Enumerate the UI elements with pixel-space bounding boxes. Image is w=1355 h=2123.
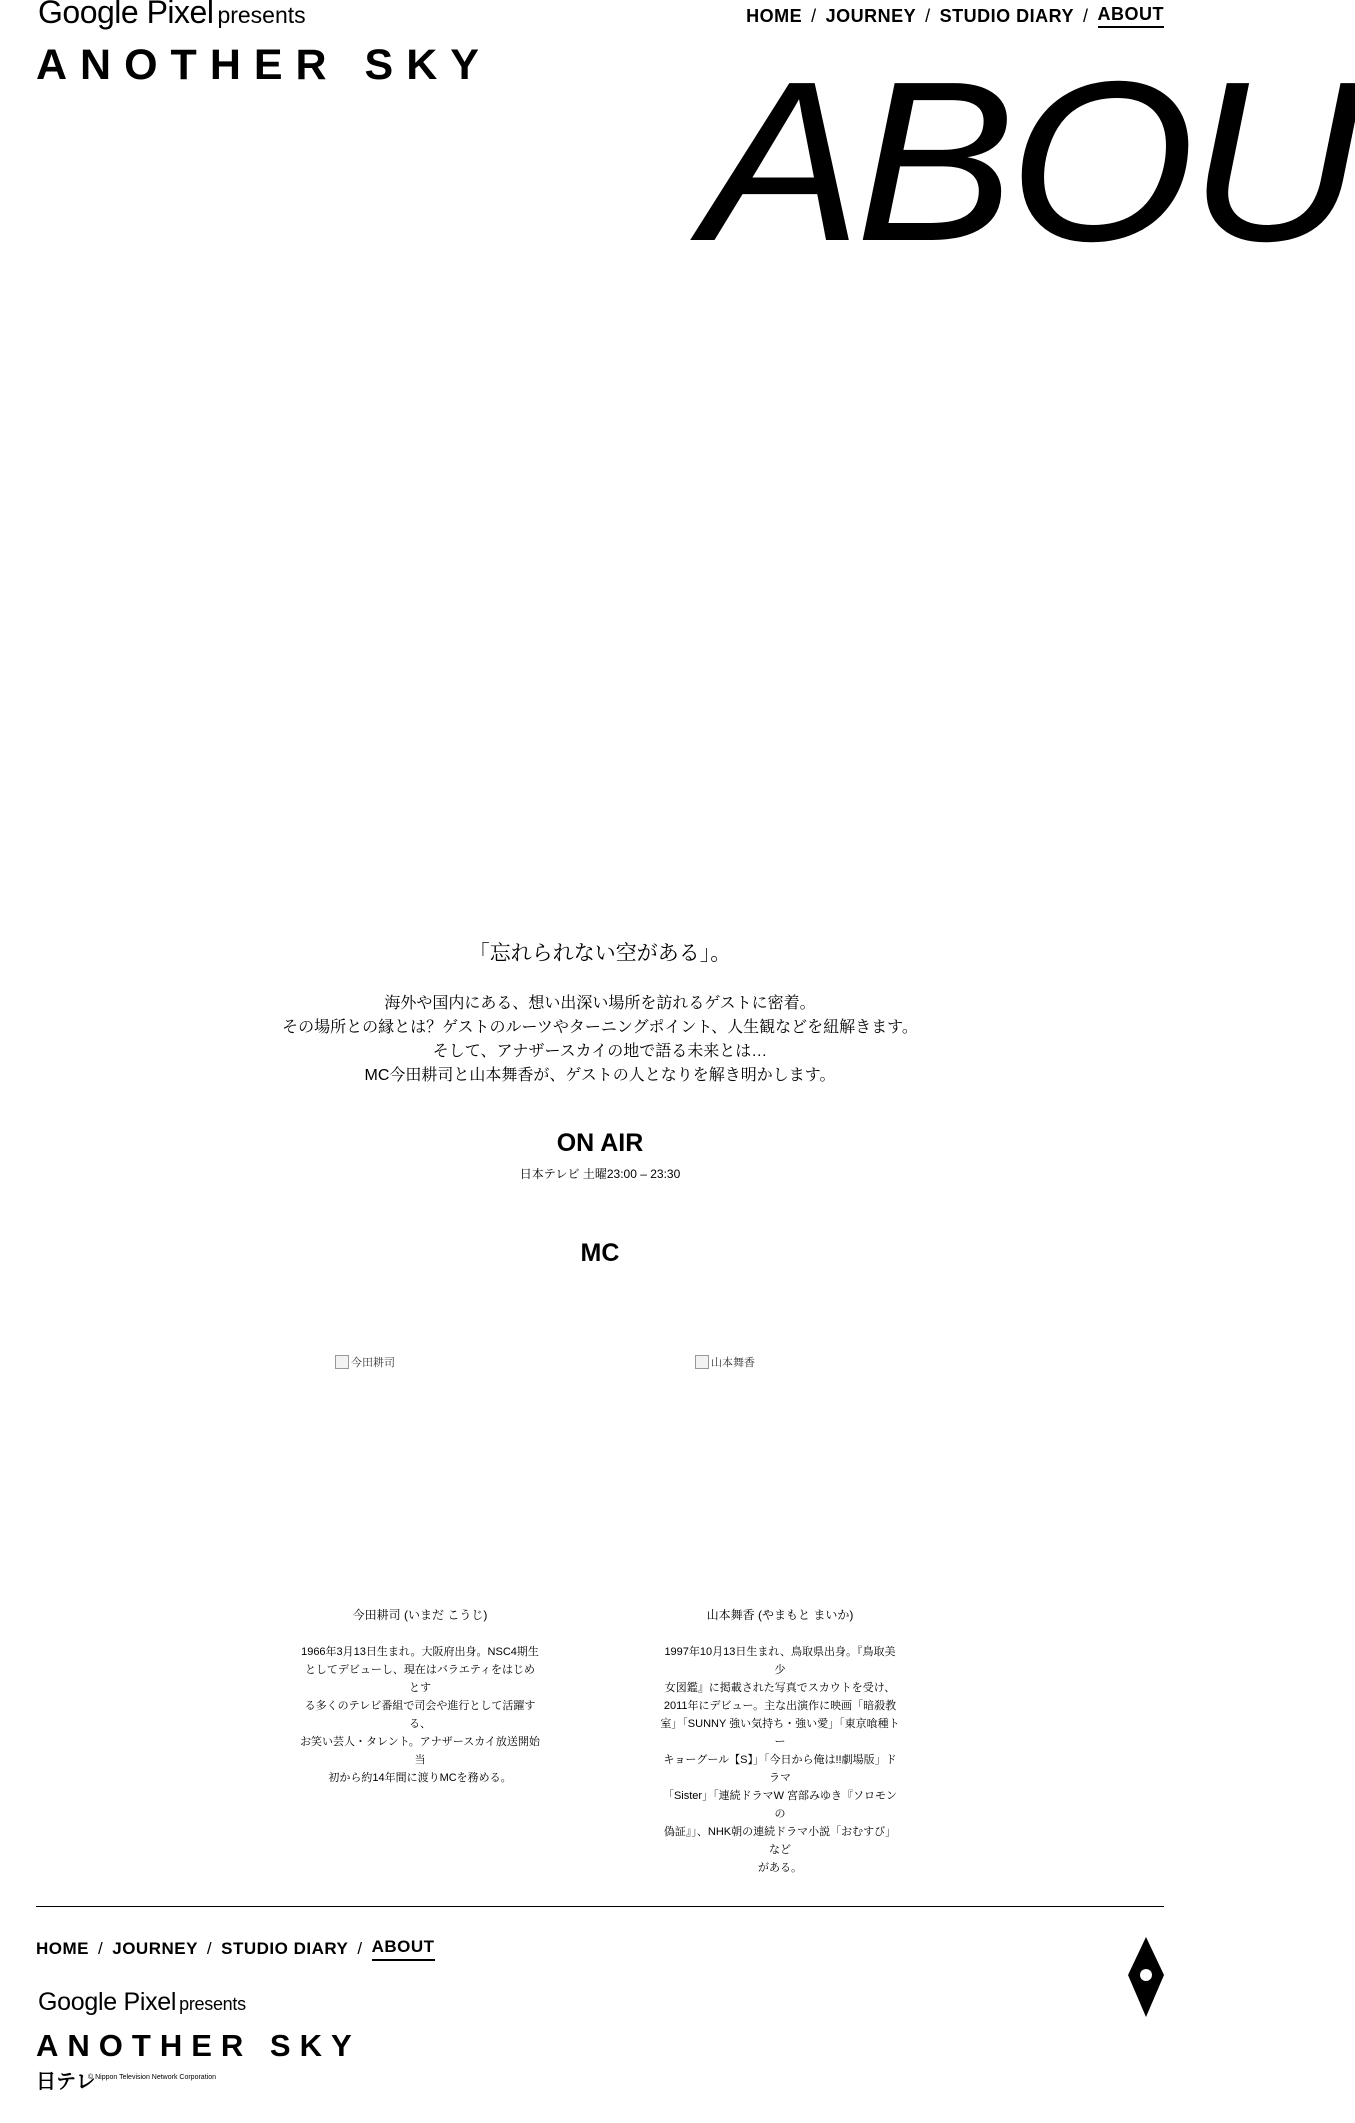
footer-nav-home[interactable]: HOME <box>36 1938 89 1958</box>
site-title[interactable]: ANOTHER SKY <box>36 41 492 89</box>
mc-name: 今田耕司 (いまだ こうじ) <box>352 1608 488 1622</box>
footer-nav-studio-diary[interactable]: STUDIO DIARY <box>221 1938 349 1958</box>
nav-about[interactable]: ABOUT <box>1098 3 1165 28</box>
brand-google-pixel: Google Pixel <box>38 1988 177 2016</box>
description-line: MC今田耕司と山本舞香が、ゲストの人となりを解き明かします。 <box>364 1067 836 1084</box>
nav-separator: / <box>98 1938 104 1958</box>
program-description <box>0 992 1200 1088</box>
ntv-logo[interactable]: 日テレ <box>36 2071 96 2093</box>
nav-studio-diary[interactable]: STUDIO DIARY <box>939 5 1074 26</box>
mc-card-imada <box>290 1354 550 1784</box>
mc-photo <box>335 1354 395 1370</box>
location-pin-icon <box>1128 1937 1164 2017</box>
footer-brand-logo[interactable] <box>38 1990 246 2015</box>
bio-line: 1966年3月13日生まれ。大阪府出身。NSC4期生 <box>301 1646 539 1658</box>
mc-photo-alt: 山本舞香 <box>711 1357 755 1369</box>
mc-bio <box>300 1643 540 1787</box>
footer-site-title[interactable]: ANOTHER SKY <box>36 2028 361 2063</box>
broken-image-icon <box>335 1355 349 1369</box>
bio-line: としてデビューし、現在はバラエティをはじめとす <box>304 1664 536 1694</box>
description-line: そして、アナザースカイの地で語る未来とは… <box>432 1043 768 1060</box>
bio-line: 「Sister」「連続ドラマW 宮部みゆき『ソロモンの <box>662 1790 898 1820</box>
mc-bio <box>660 1643 900 1877</box>
nav-separator: / <box>1082 5 1089 26</box>
brand-presents: presents <box>179 1994 246 2014</box>
footer-nav-journey[interactable]: JOURNEY <box>112 1938 198 1958</box>
nav-separator: / <box>206 1938 213 1958</box>
main-nav <box>746 3 1164 28</box>
nav-separator: / <box>811 5 817 26</box>
footer-divider <box>36 1906 1164 1907</box>
bio-line: る多くのテレビ番組で司会や進行として活躍する、 <box>304 1700 536 1730</box>
bio-line: 2011年にデビュー。主な出演作に映画「暗殺教 <box>663 1700 897 1712</box>
brand-google-pixel: Google Pixel <box>38 0 214 30</box>
footer-nav <box>36 1936 435 1961</box>
footer-nav-about[interactable]: ABOUT <box>372 1936 435 1961</box>
nav-journey[interactable]: JOURNEY <box>825 5 917 26</box>
bio-line: お笑い芸人・タレント。アナザースカイ放送開始当 <box>300 1736 540 1766</box>
mc-name: 山本舞香 (やまもと まいか) <box>706 1608 854 1622</box>
mc-card-yamamoto <box>650 1354 910 1874</box>
brand-presents: presents <box>217 2 306 28</box>
mc-photo-alt: 今田耕司 <box>351 1357 395 1369</box>
mc-heading: MC <box>580 1239 620 1267</box>
broken-image-icon <box>695 1355 709 1369</box>
bio-line: がある。 <box>758 1862 802 1874</box>
bio-line: 偽証』」、NHK朝の連続ドラマ小説「おむすび」など <box>663 1826 897 1856</box>
nav-separator: / <box>357 1938 363 1958</box>
onair-schedule: 日本テレビ 土曜23:00 – 23:30 <box>519 1167 681 1181</box>
description-line: 海外や国内にある、想い出深い場所を訪れるゲストに密着。 <box>384 995 816 1012</box>
description-line: その場所との縁とは？ゲストのルーツやターニングポイント、人生観などを紐解きます。 <box>282 1019 918 1036</box>
nav-separator: / <box>925 5 931 26</box>
nav-home[interactable]: HOME <box>746 5 803 26</box>
bio-line: キョーグール【S】」「今日から俺は!!劇場版」ドラマ <box>663 1754 897 1784</box>
bio-line: 室」「SUNNY 強い気持ち・強い愛」「東京喰種トー <box>660 1718 900 1748</box>
brand-logo[interactable] <box>38 0 306 28</box>
tagline: 「忘れられない空がある」。 <box>468 942 732 965</box>
mc-photo <box>695 1354 755 1370</box>
copyright: © Nippon Television Network Corporation <box>88 2074 216 2081</box>
bio-line: 初から約14年間に渡りMCを務める。 <box>328 1772 512 1784</box>
page-hero-heading: ABOU <box>702 35 1355 289</box>
bio-line: 1997年10月13日生まれ、鳥取県出身。『鳥取美少 <box>664 1646 896 1676</box>
onair-heading: ON AIR <box>556 1129 644 1157</box>
bio-line: 女図鑑』に掲載された写真でスカウトを受け、 <box>664 1682 896 1694</box>
